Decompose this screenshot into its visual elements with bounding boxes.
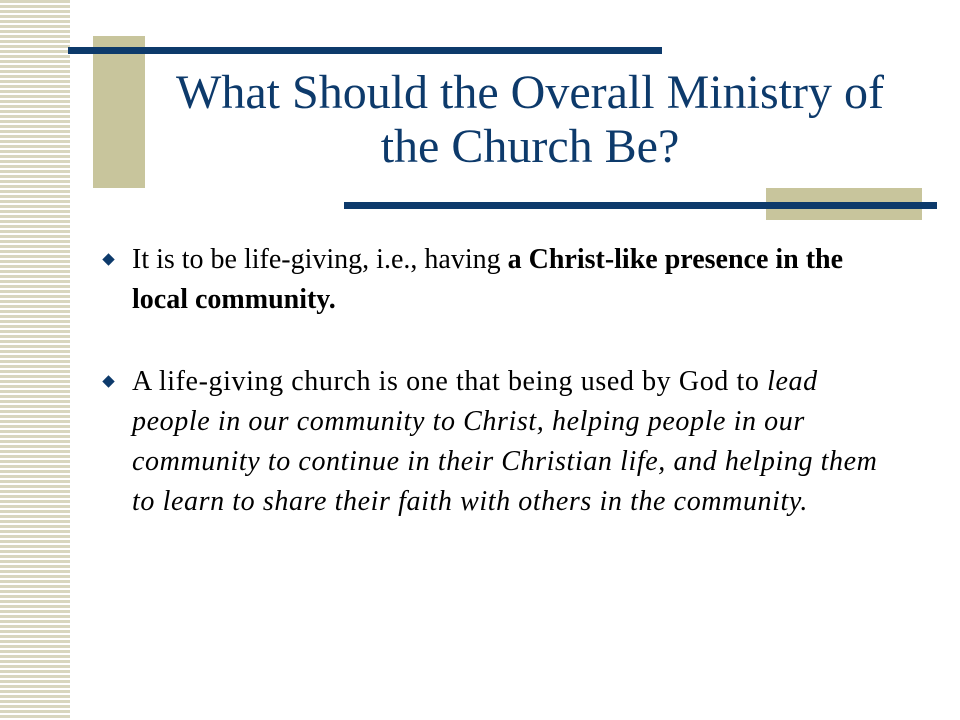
bullet-text-normal: It is to be life-giving, i.e., having xyxy=(132,244,508,275)
title-bottom-rule xyxy=(344,202,937,209)
diamond-bullet-icon xyxy=(102,375,114,387)
title-accent-block xyxy=(93,36,145,188)
diamond-bullet-icon xyxy=(102,253,114,265)
bullet-item xyxy=(100,362,900,522)
bullet-text-bold: a Christ-like presence in the local community. xyxy=(132,244,851,315)
striped-sidebar-decoration xyxy=(0,0,70,720)
bullet-list xyxy=(100,240,900,522)
bullet-item xyxy=(100,240,900,320)
slide-title: What Should the Overall Ministry of the Church Be? xyxy=(176,66,884,173)
bullet-text-normal: A life-giving church is one that being used by God to xyxy=(132,366,768,397)
bullet-text-italic: lead people in our community to Christ, helping people in our community to continue in their Christian life, and helping them to learn to share their faith with others in the community. xyxy=(132,366,886,517)
title-top-rule xyxy=(68,47,662,54)
